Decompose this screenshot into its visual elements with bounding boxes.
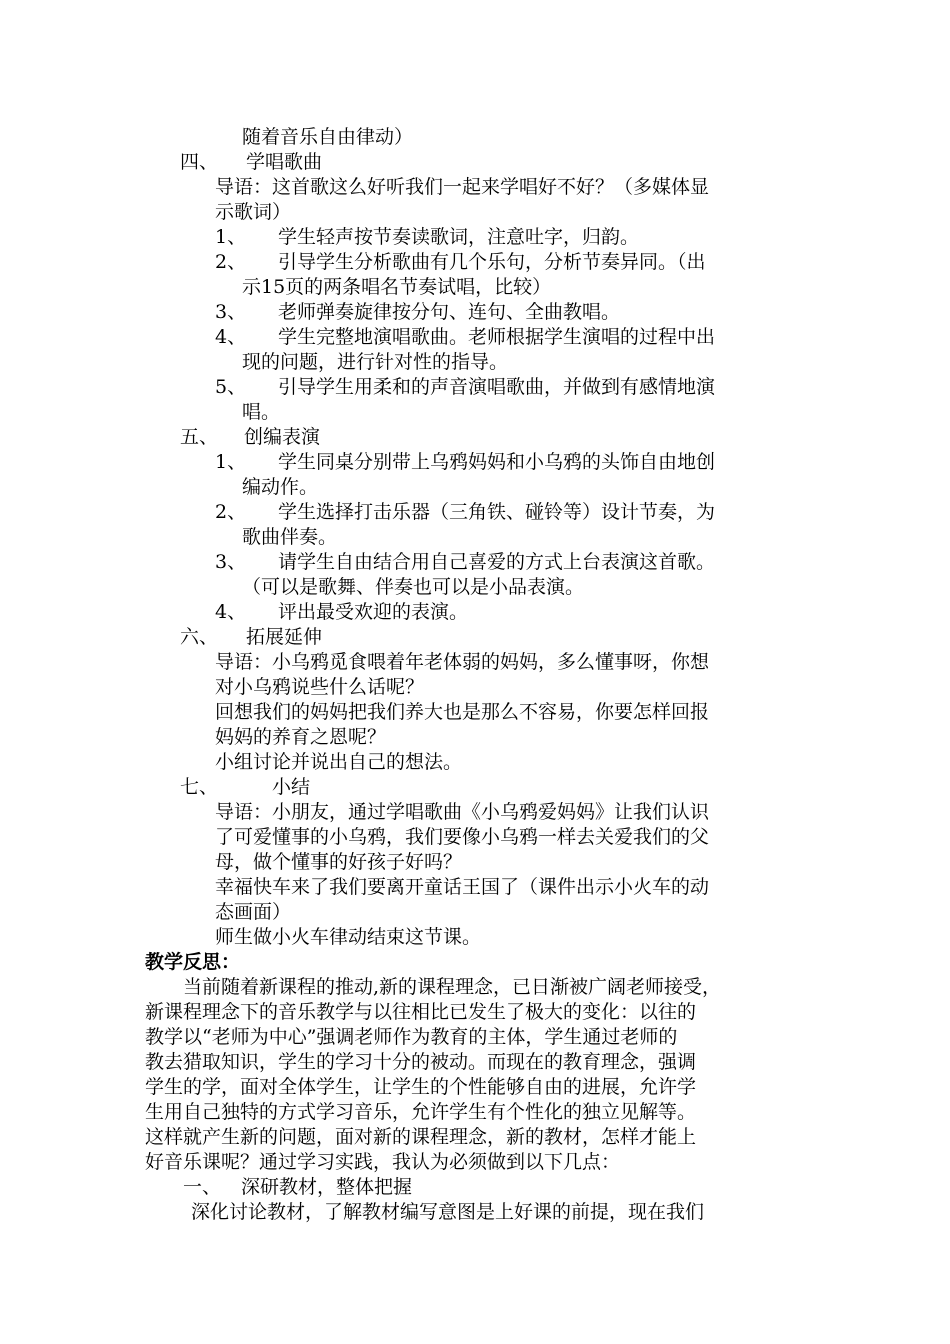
text-line: 编动作。: [242, 476, 319, 498]
list-item: [215, 325, 715, 350]
text-line: 对小乌鸦说些什么话呢？: [215, 676, 425, 698]
paragraph-line: 新课程理念下的音乐教学与以往相比已发生了极大的变化：以往的: [145, 1001, 697, 1023]
text-line: 妈妈的养育之恩呢？: [215, 726, 387, 748]
text-line: 现的问题，进行针对性的指导。: [242, 351, 509, 373]
text-line: 随着音乐自由律动）: [242, 126, 414, 148]
section-title: 拓展延伸: [246, 626, 323, 648]
list-number: 5、: [215, 376, 247, 398]
section-title: 深研教材，整体把握: [241, 1176, 413, 1198]
list-item: [215, 375, 715, 400]
text-line: 了可爱懂事的小乌鸦，我们要像小乌鸦一样去关爱我们的父: [215, 826, 710, 848]
list-number: 六、: [180, 626, 219, 648]
section-title: 小结: [272, 776, 311, 798]
text-line: 示15页的两条唱名节奏试唱，比较）: [242, 276, 552, 298]
text-line: 歌曲伴奏。: [242, 526, 338, 548]
section-heading: [180, 150, 322, 175]
paragraph-line: 学生的学，面对全体学生，让学生的个性能够自由的进展，允许学: [145, 1076, 697, 1098]
paragraph-line: 好音乐课呢？通过学习实践，我认为必须做到以下几点：: [145, 1151, 621, 1173]
list-item: [215, 300, 620, 325]
list-item: [215, 550, 715, 575]
list-item: [215, 250, 706, 275]
text-line: 导语：小乌鸦觅食喂着年老体弱的妈妈，多么懂事呀，你想: [215, 651, 710, 673]
list-item-text: 引导学生用柔和的声音演唱歌曲，并做到有感情地演: [278, 376, 716, 398]
list-number: 七、: [180, 776, 219, 798]
list-item-text: 引导学生分析歌曲有几个乐句，分析节奏异同。（出: [278, 251, 706, 273]
paragraph-line: 教学以“老师为中心”强调老师作为教育的主体，学生通过老师的: [145, 1026, 678, 1048]
paragraph-line: 教去猎取知识，学生的学习十分的被动。而现在的教育理念，强调: [145, 1051, 697, 1073]
list-item-text: 评出最受欢迎的表演。: [278, 601, 469, 623]
text-line: 唱。: [242, 401, 281, 423]
text-line: 导语：小朋友，通过学唱歌曲《小乌鸦爱妈妈》让我们认识: [215, 801, 710, 823]
section-heading: [180, 425, 320, 450]
text-line: （可以是歌舞、伴奏也可以是小品表演。: [242, 576, 585, 598]
list-number: 4、: [215, 601, 247, 623]
list-number: 4、: [215, 326, 247, 348]
list-item-text: 学生同桌分别带上乌鸦妈妈和小乌鸦的头饰自由地创: [278, 451, 716, 473]
text-line: 幸福快车来了我们要离开童话王国了（课件出示小火车的动: [215, 876, 710, 898]
list-number: 四、: [180, 151, 219, 173]
text-line: 态画面）: [215, 901, 292, 923]
list-item-text: 老师弹奏旋律按分句、连句、全曲教唱。: [278, 301, 621, 323]
paragraph-line: 当前随着新课程的推动,新的课程理念，已日渐被广阔老师接受，: [183, 976, 722, 998]
list-number: 1、: [215, 451, 247, 473]
list-number: 2、: [215, 501, 247, 523]
list-number: 一、: [183, 1176, 222, 1198]
section-title: 学唱歌曲: [246, 151, 323, 173]
list-number: 2、: [215, 251, 247, 273]
text-line: 导语：这首歌这么好听我们一起来学唱好不好？（多媒体显: [215, 176, 710, 198]
list-item-text: 学生完整地演唱歌曲。老师根据学生演唱的过程中出: [278, 326, 716, 348]
section-heading: [180, 625, 322, 650]
list-item: [215, 600, 468, 625]
list-number: 五、: [180, 426, 219, 448]
section-heading: [183, 1175, 412, 1200]
list-item: [215, 225, 639, 250]
section-title: 创编表演: [244, 426, 321, 448]
text-line: 小组讨论并说出自己的想法。: [215, 751, 463, 773]
text-line: 回想我们的妈妈把我们养大也是那么不容易，你要怎样回报: [215, 701, 710, 723]
list-number: 3、: [215, 301, 247, 323]
text-line: 母，做个懂事的好孩子好吗？: [215, 851, 463, 873]
list-item-text: 学生选择打击乐器（三角铁、碰铃等）设计节奏，为: [278, 501, 716, 523]
list-number: 3、: [215, 551, 247, 573]
text-line: 师生做小火车律动结束这节课。: [215, 926, 482, 948]
paragraph-line: 深化讨论教材，了解教材编写意图是上好课的前提，现在我们: [191, 1201, 705, 1223]
list-item: [215, 500, 715, 525]
text-line: 示歌词）: [215, 201, 292, 223]
paragraph-line: 这样就产生新的问题，面对新的课程理念，新的教材，怎样才能上: [145, 1126, 697, 1148]
list-item-text: 请学生自由结合用自己喜爱的方式上台表演这首歌。: [278, 551, 716, 573]
reflection-heading: 教学反思：: [145, 951, 241, 973]
list-number: 1、: [215, 226, 247, 248]
list-item: [215, 450, 715, 475]
section-heading: [180, 775, 310, 800]
paragraph-line: 生用自己独特的方式学习音乐，允许学生有个性化的独立见解等。: [145, 1101, 697, 1123]
list-item-text: 学生轻声按节奏读歌词，注意吐字，归韵。: [278, 226, 640, 248]
